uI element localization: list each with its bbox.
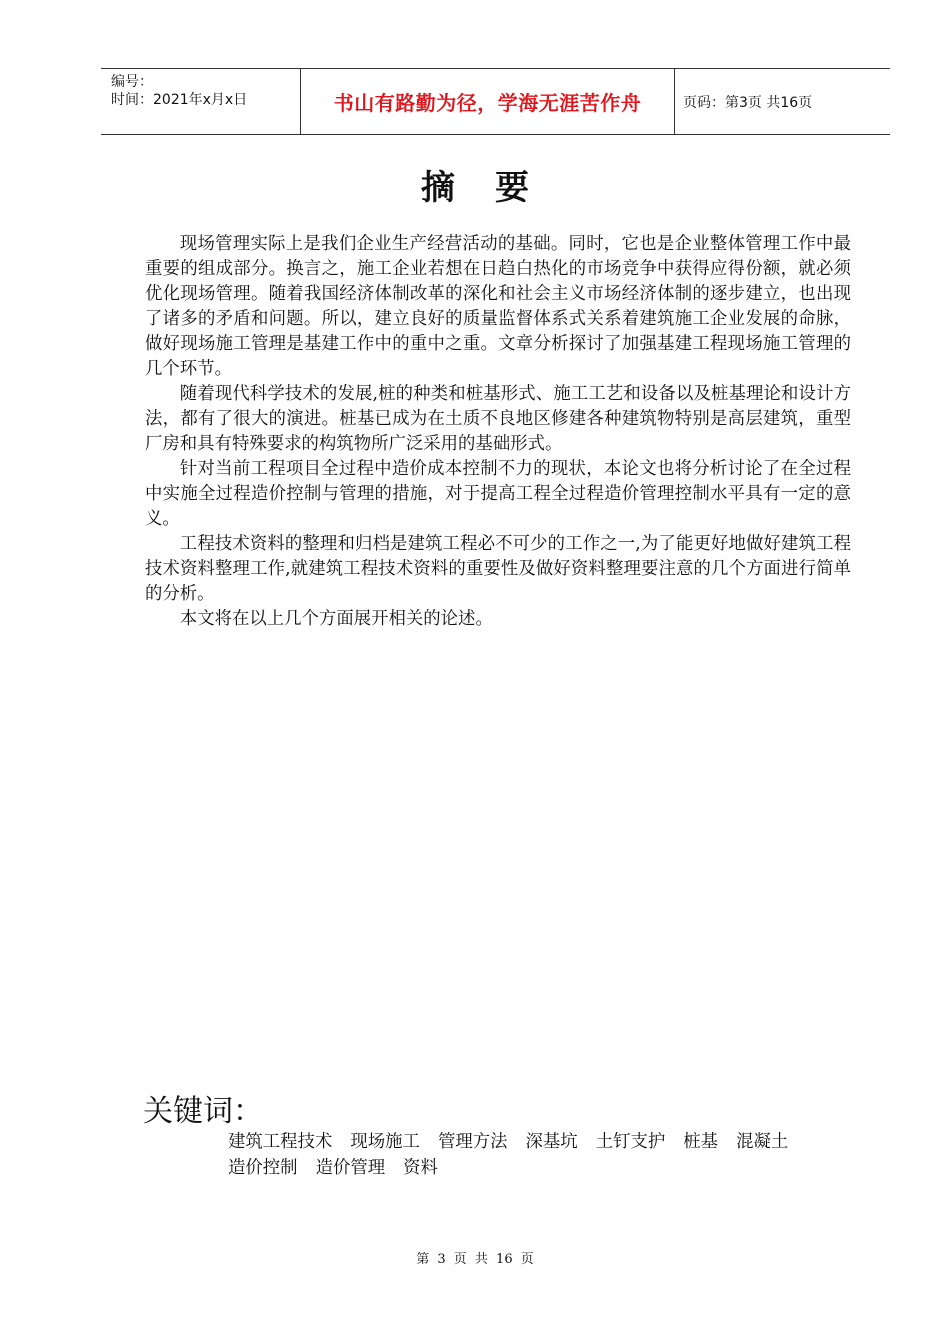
- header-page-info: 页码：第3页 共16页: [683, 94, 813, 111]
- header-meta: [101, 69, 301, 134]
- keyword: 造价控制: [228, 1158, 298, 1178]
- number-label: 编号：: [111, 74, 153, 90]
- keyword: 混凝土: [736, 1132, 789, 1152]
- abstract-paragraph: 现场管理实际上是我们企业生产经营活动的基础。同时，它也是企业整体管理工作中最重要的组成部分。换言之，施工企业若想在日趋白热化的市场竞争中获得应得份额，就必须优化现场管理。随着我国经济体制改革的深化和社会主义市场经济体制的逐步建立，也出现了诸多的矛盾和问题。所以，建立良好的质量监督体系式关系着建筑施工企业发展的命脉，做好现场施工管理是基建工作中的重中之重。文章分析探讨了加强基建工程现场施工管理的几个环节。: [145, 234, 851, 379]
- page-footer: 第 3 页 共 16 页: [416, 1252, 534, 1267]
- abstract-body: [145, 232, 851, 632]
- keyword: 建筑工程技术: [228, 1132, 333, 1152]
- keywords-list: [228, 1129, 860, 1181]
- keyword: 造价管理: [315, 1158, 386, 1178]
- keyword: 管理方法: [437, 1132, 508, 1152]
- document-header: [101, 68, 890, 135]
- abstract-paragraph: 针对当前工程项目全过程中造价成本控制不力的现状，本论文也将分析讨论了在全过程中实施全过程造价控制与管理的措施，对于提高工程全过程造价管理控制水平具有一定的意义。: [145, 459, 851, 529]
- keyword: 土钉支护: [595, 1132, 666, 1152]
- abstract-paragraph: 随着现代科学技术的发展,桩的种类和桩基形式、施工工艺和设备以及桩基理论和设计方法，都有了很大的演进。桩基已成为在土质不良地区修建各种建筑物特别是高层建筑，重型厂房和具有特殊要求的构筑物所广泛采用的基础形式。: [145, 384, 851, 454]
- header-motto: 书山有路勤为径，学海无涯苦作舟: [301, 69, 675, 134]
- time-label: 时间：2021年x月x日: [111, 92, 248, 108]
- abstract-paragraph: 本文将在以上几个方面展开相关的论述。: [179, 609, 493, 629]
- abstract-title: 摘要: [421, 168, 569, 208]
- abstract-paragraph: 工程技术资料的整理和归档是建筑工程必不可少的工作之一,为了能更好地做好建筑工程技术资料整理工作,就建筑工程技术资料的重要性及做好资料整理要注意的几个方面进行简单的分析。: [145, 534, 851, 604]
- keyword: 深基坑: [525, 1132, 578, 1152]
- keyword: 现场施工: [350, 1132, 420, 1152]
- keywords-heading: 关键词：: [143, 1094, 263, 1129]
- keyword: 资料: [403, 1158, 438, 1178]
- keyword: 桩基: [683, 1132, 719, 1152]
